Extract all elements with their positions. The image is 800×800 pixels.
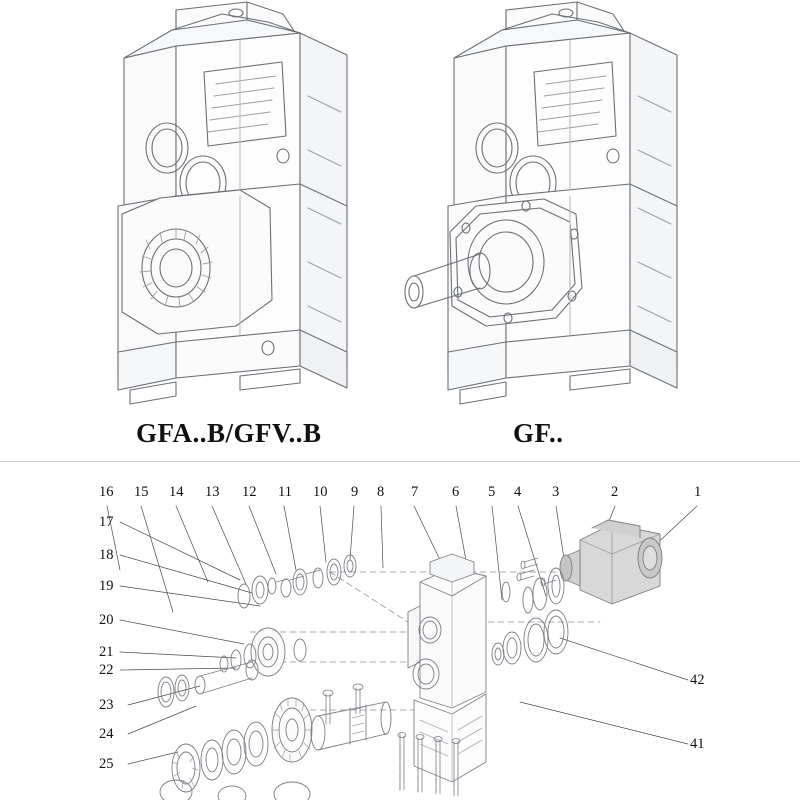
callout-12: 12	[242, 484, 257, 500]
callout-8: 8	[377, 484, 385, 500]
callout-4: 4	[514, 484, 522, 500]
callout-5: 5	[488, 484, 496, 500]
callout-13: 13	[205, 484, 220, 500]
callout-19: 19	[99, 578, 114, 594]
exploded-parts-diagram	[0, 462, 800, 800]
callout-21: 21	[99, 644, 114, 660]
callout-6: 6	[452, 484, 460, 500]
callout-9: 9	[351, 484, 359, 500]
callout-7: 7	[411, 484, 419, 500]
callout-42: 42	[690, 672, 705, 688]
gearbox-left	[118, 2, 347, 404]
callout-15: 15	[134, 484, 149, 500]
callout-25: 25	[99, 756, 114, 772]
callout-3: 3	[552, 484, 560, 500]
caption-gfa-gfv: GFA..B/GFV..B	[136, 418, 322, 448]
callout-22: 22	[99, 662, 114, 678]
callout-18: 18	[99, 547, 114, 563]
callout-17: 17	[99, 514, 114, 530]
callout-1: 1	[694, 484, 702, 500]
callout-24: 24	[99, 726, 114, 742]
callout-16: 16	[99, 484, 114, 500]
callout-23: 23	[99, 697, 114, 713]
caption-gf: GF..	[513, 418, 564, 448]
gearbox-right	[405, 2, 677, 404]
callout-2: 2	[611, 484, 619, 500]
exploded-svg	[0, 462, 800, 800]
callout-14: 14	[169, 484, 184, 500]
callout-10: 10	[313, 484, 328, 500]
callout-11: 11	[278, 484, 292, 500]
callout-41: 41	[690, 736, 705, 752]
callout-20: 20	[99, 612, 114, 628]
